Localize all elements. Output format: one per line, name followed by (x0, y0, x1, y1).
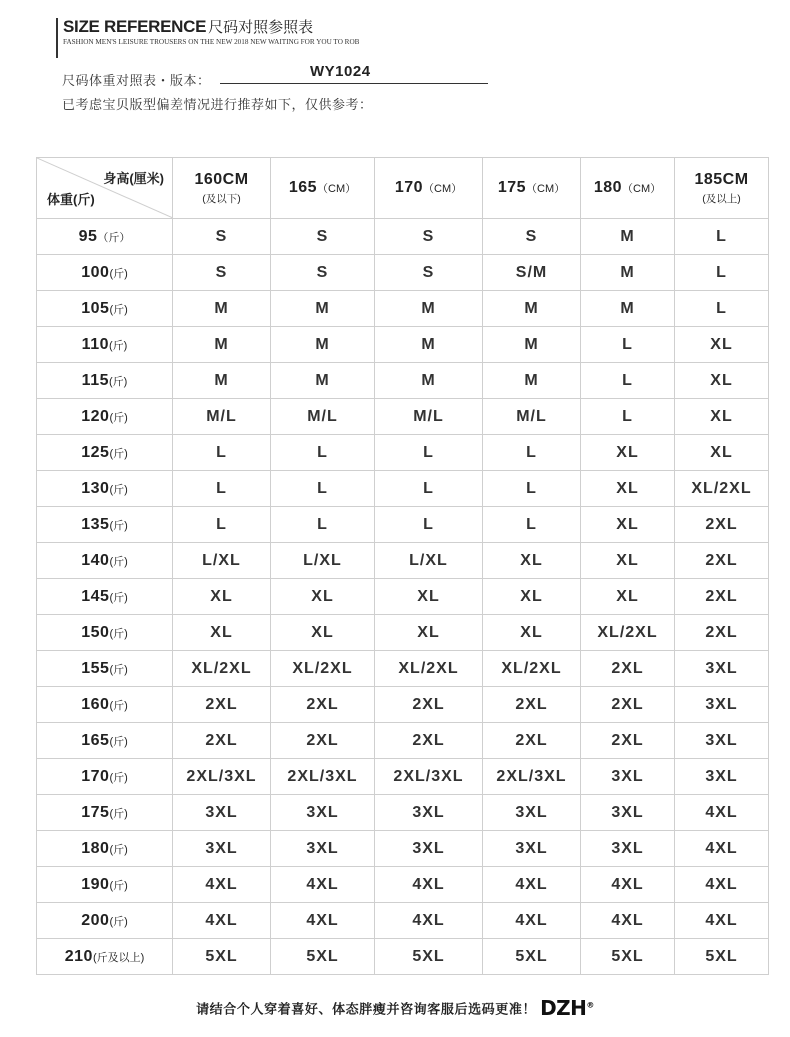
weight-value: 200 (81, 911, 110, 929)
size-cell: 2XL (271, 687, 375, 723)
brand-logo-text: DZH (540, 996, 587, 1020)
size-cell: 3XL (483, 831, 581, 867)
size-cell: 2XL/3XL (375, 759, 483, 795)
size-cell: XL (675, 435, 769, 471)
weight-unit: (斤) (109, 267, 128, 280)
weight-unit: (斤) (109, 483, 128, 496)
version-label: 尺码体重对照表・版本： (62, 73, 211, 88)
header-row (37, 158, 769, 219)
size-cell: XL (173, 579, 271, 615)
size-cell: 2XL (173, 723, 271, 759)
table-row (37, 831, 769, 867)
size-cell: L (483, 471, 581, 507)
size-cell: 3XL (173, 795, 271, 831)
size-cell: XL (581, 435, 675, 471)
size-cell: L (271, 507, 375, 543)
height-unit: （CM） (622, 183, 662, 195)
weight-value: 145 (81, 587, 110, 605)
height-value: 185CM (694, 170, 749, 188)
weight-cell (37, 435, 173, 471)
weight-value: 170 (81, 767, 110, 785)
weight-cell (37, 327, 173, 363)
weight-unit: (斤) (109, 663, 128, 676)
size-cell: 5XL (581, 939, 675, 975)
size-cell: 4XL (483, 903, 581, 939)
size-cell: M (581, 255, 675, 291)
corner-height-label: 身高(厘米) (103, 171, 164, 186)
size-cell: S (483, 219, 581, 255)
size-cell: 3XL (675, 651, 769, 687)
weight-cell (37, 255, 173, 291)
height-value: 175 (497, 179, 527, 196)
weight-value: 190 (81, 875, 110, 893)
size-cell: L (375, 507, 483, 543)
weight-unit: (斤) (109, 843, 128, 856)
weight-value: 135 (81, 515, 110, 533)
size-cell: 4XL (483, 867, 581, 903)
size-cell: 3XL (581, 795, 675, 831)
table-row (37, 327, 769, 363)
size-cell: XL (483, 579, 581, 615)
version-code: WY1024 (310, 63, 371, 80)
size-cell: 4XL (173, 903, 271, 939)
weight-value: 115 (81, 371, 109, 389)
size-cell: L (581, 363, 675, 399)
weight-cell (37, 507, 173, 543)
size-cell: L (675, 219, 769, 255)
weight-value: 120 (81, 407, 110, 425)
size-cell: XL (581, 507, 675, 543)
size-cell: L (581, 399, 675, 435)
size-cell: XL/2XL (173, 651, 271, 687)
weight-unit: （斤） (97, 231, 131, 244)
size-cell: L/XL (173, 543, 271, 579)
registered-mark: ® (586, 1000, 594, 1010)
size-cell: 2XL (675, 507, 769, 543)
size-cell: L (271, 435, 375, 471)
size-cell: M/L (271, 399, 375, 435)
size-cell: 2XL (483, 687, 581, 723)
size-cell: 3XL (675, 723, 769, 759)
size-cell: XL/2XL (581, 615, 675, 651)
table-row (37, 471, 769, 507)
size-cell: L (483, 435, 581, 471)
height-value: 165 (288, 179, 318, 196)
size-cell: 3XL (271, 795, 375, 831)
size-cell: XL (483, 543, 581, 579)
title-chinese: 尺码对照参照表 (208, 19, 314, 36)
weight-value: 130 (81, 479, 110, 497)
size-cell: 5XL (675, 939, 769, 975)
weight-cell (37, 363, 173, 399)
size-cell: 3XL (375, 795, 483, 831)
weight-cell (37, 903, 173, 939)
size-cell: M/L (173, 399, 271, 435)
height-value: 180 (593, 179, 623, 196)
table-row (37, 903, 769, 939)
table-row (37, 795, 769, 831)
size-cell: XL (483, 615, 581, 651)
size-cell: L (375, 471, 483, 507)
weight-value: 100 (81, 263, 110, 281)
size-cell: 4XL (375, 867, 483, 903)
size-cell: 4XL (675, 903, 769, 939)
table-row (37, 291, 769, 327)
size-cell: XL/2XL (483, 651, 581, 687)
size-cell: M (581, 219, 675, 255)
weight-unit: (斤) (109, 699, 128, 712)
size-cell: 4XL (675, 867, 769, 903)
size-cell: S (271, 255, 375, 291)
weight-cell (37, 867, 173, 903)
size-cell: L (173, 507, 271, 543)
weight-unit: (斤) (109, 411, 128, 424)
weight-cell (37, 471, 173, 507)
size-cell: L (483, 507, 581, 543)
weight-unit: (斤) (109, 519, 128, 532)
size-cell: 2XL (675, 579, 769, 615)
table-row (37, 651, 769, 687)
size-cell: XL (375, 615, 483, 651)
table-row (37, 399, 769, 435)
weight-value: 165 (81, 731, 110, 749)
size-cell: 3XL (375, 831, 483, 867)
size-cell: 2XL (581, 723, 675, 759)
size-cell: 3XL (173, 831, 271, 867)
size-cell: M/L (375, 399, 483, 435)
weight-cell (37, 543, 173, 579)
height-qualifier: (及以下) (202, 192, 241, 205)
size-cell: 3XL (271, 831, 375, 867)
size-cell: 3XL (581, 759, 675, 795)
table-row (37, 363, 769, 399)
weight-value: 180 (81, 839, 110, 857)
weight-unit: (斤) (109, 591, 128, 604)
size-cell: M (375, 363, 483, 399)
subtitle: FASHION MEN'S LEISURE TROUSERS ON THE NEW 2018 NEW WAITING FOR YOU TO ROB (63, 38, 360, 46)
size-table (36, 157, 769, 975)
weight-unit: (斤) (109, 915, 128, 928)
weight-cell (37, 723, 173, 759)
weight-value: 110 (81, 335, 109, 353)
size-cell: 4XL (581, 867, 675, 903)
weight-cell (37, 291, 173, 327)
table-row (37, 255, 769, 291)
size-cell: 2XL (581, 651, 675, 687)
weight-value: 175 (81, 803, 110, 821)
weight-value: 105 (81, 299, 110, 317)
size-cell: M (375, 327, 483, 363)
size-cell: L/XL (271, 543, 375, 579)
size-cell: S (173, 255, 271, 291)
height-column-header (375, 158, 483, 219)
size-cell: M (173, 327, 271, 363)
size-cell: 5XL (173, 939, 271, 975)
size-cell: L (173, 471, 271, 507)
size-cell: M (271, 291, 375, 327)
weight-cell (37, 579, 173, 615)
size-cell: L (375, 435, 483, 471)
size-cell: M (581, 291, 675, 327)
size-cell: L (675, 255, 769, 291)
size-cell: L (271, 471, 375, 507)
weight-cell (37, 831, 173, 867)
height-unit: （CM） (526, 183, 566, 195)
size-cell: 2XL (375, 687, 483, 723)
size-cell: 2XL (375, 723, 483, 759)
size-cell: M (483, 291, 581, 327)
size-cell: 4XL (173, 867, 271, 903)
weight-value: 95 (78, 227, 98, 245)
table-row (37, 939, 769, 975)
size-cell: S (173, 219, 271, 255)
table-row (37, 435, 769, 471)
size-cell: 4XL (375, 903, 483, 939)
weight-value: 140 (81, 551, 110, 569)
weight-cell (37, 615, 173, 651)
size-cell: XL/2XL (271, 651, 375, 687)
size-cell: M/L (483, 399, 581, 435)
version-line (62, 63, 371, 89)
height-value: 170 (394, 179, 424, 196)
weight-unit: (斤) (109, 807, 128, 820)
table-row (37, 615, 769, 651)
brand-logo (540, 996, 594, 1020)
size-cell: 5XL (375, 939, 483, 975)
weight-cell (37, 795, 173, 831)
weight-cell (37, 687, 173, 723)
size-cell: XL (173, 615, 271, 651)
weight-value: 155 (81, 659, 110, 677)
height-unit: （CM） (423, 183, 463, 195)
size-cell: 4XL (581, 903, 675, 939)
weight-unit: (斤) (109, 303, 128, 316)
table-row (37, 759, 769, 795)
size-cell: XL (375, 579, 483, 615)
corner-diagonal-line (37, 158, 173, 218)
table-row (37, 723, 769, 759)
size-cell: XL (271, 615, 375, 651)
size-cell: 4XL (271, 903, 375, 939)
size-cell: XL (581, 543, 675, 579)
size-cell: XL/2XL (675, 471, 769, 507)
weight-unit: (斤及以上) (92, 951, 145, 964)
footer (0, 996, 790, 1020)
size-cell: L (581, 327, 675, 363)
size-cell: S (271, 219, 375, 255)
size-cell: XL/2XL (375, 651, 483, 687)
table-row (37, 687, 769, 723)
weight-unit: (斤) (109, 879, 128, 892)
size-cell: S/M (483, 255, 581, 291)
size-cell: 4XL (675, 795, 769, 831)
size-cell: S (375, 219, 483, 255)
size-cell: 3XL (675, 759, 769, 795)
weight-unit: (斤) (109, 627, 128, 640)
size-cell: M (375, 291, 483, 327)
size-cell: XL (581, 471, 675, 507)
size-cell: 3XL (483, 795, 581, 831)
weight-value: 125 (81, 443, 110, 461)
table-row (37, 507, 769, 543)
size-cell: M (271, 363, 375, 399)
footer-text: 请结合个人穿着喜好、体态胖瘦并咨询客服后选码更准！ (196, 1001, 537, 1017)
table-row (37, 543, 769, 579)
page-title (63, 16, 313, 37)
corner-cell (37, 158, 173, 219)
size-cell: 2XL/3XL (271, 759, 375, 795)
size-cell: L (675, 291, 769, 327)
weight-cell (37, 219, 173, 255)
table-row (37, 579, 769, 615)
size-cell: 2XL (581, 687, 675, 723)
weight-unit: (斤) (108, 375, 128, 388)
height-column-header (173, 158, 271, 219)
table-row (37, 867, 769, 903)
size-cell: XL (675, 327, 769, 363)
size-cell: 3XL (675, 687, 769, 723)
weight-unit: (斤) (109, 735, 128, 748)
height-qualifier: (及以上) (702, 192, 741, 205)
size-cell: M (483, 363, 581, 399)
height-unit: （CM） (317, 183, 357, 195)
size-table-body (37, 219, 769, 975)
size-cell: 2XL/3XL (483, 759, 581, 795)
weight-value: 160 (81, 695, 110, 713)
size-cell: XL (675, 399, 769, 435)
size-cell: M (483, 327, 581, 363)
weight-cell (37, 651, 173, 687)
size-cell: 4XL (675, 831, 769, 867)
size-cell: 2XL/3XL (173, 759, 271, 795)
weight-value: 150 (81, 623, 110, 641)
size-cell: 2XL (483, 723, 581, 759)
size-cell: 2XL (271, 723, 375, 759)
size-cell: S (375, 255, 483, 291)
size-cell: M (173, 291, 271, 327)
height-column-header (483, 158, 581, 219)
height-column-header (271, 158, 375, 219)
size-cell: 2XL (675, 543, 769, 579)
weight-cell (37, 939, 173, 975)
corner-weight-label: 体重(斤) (47, 192, 95, 207)
size-cell: 5XL (271, 939, 375, 975)
size-cell: 4XL (271, 867, 375, 903)
size-cell: L/XL (375, 543, 483, 579)
size-cell: 2XL (675, 615, 769, 651)
weight-unit: (斤) (109, 771, 128, 784)
recommendation-note: 已考虑宝贝版型偏差情况进行推荐如下，仅供参考： (62, 97, 373, 112)
weight-cell (37, 399, 173, 435)
title-accent-bar (56, 18, 58, 58)
weight-value: 210 (64, 947, 93, 965)
size-cell: 2XL (173, 687, 271, 723)
weight-unit: (斤) (109, 447, 128, 460)
size-cell: L (173, 435, 271, 471)
size-table-header (37, 158, 769, 219)
weight-unit: (斤) (108, 339, 128, 352)
height-column-header (581, 158, 675, 219)
title-english: SIZE REFERENCE (63, 17, 207, 36)
table-row (37, 219, 769, 255)
size-cell: XL (271, 579, 375, 615)
size-cell: XL (581, 579, 675, 615)
size-cell: M (271, 327, 375, 363)
height-value: 160CM (194, 170, 249, 188)
weight-cell (37, 759, 173, 795)
size-cell: XL (675, 363, 769, 399)
weight-unit: (斤) (109, 555, 128, 568)
size-cell: M (173, 363, 271, 399)
size-cell: 5XL (483, 939, 581, 975)
size-cell: 3XL (581, 831, 675, 867)
height-column-header (675, 158, 769, 219)
